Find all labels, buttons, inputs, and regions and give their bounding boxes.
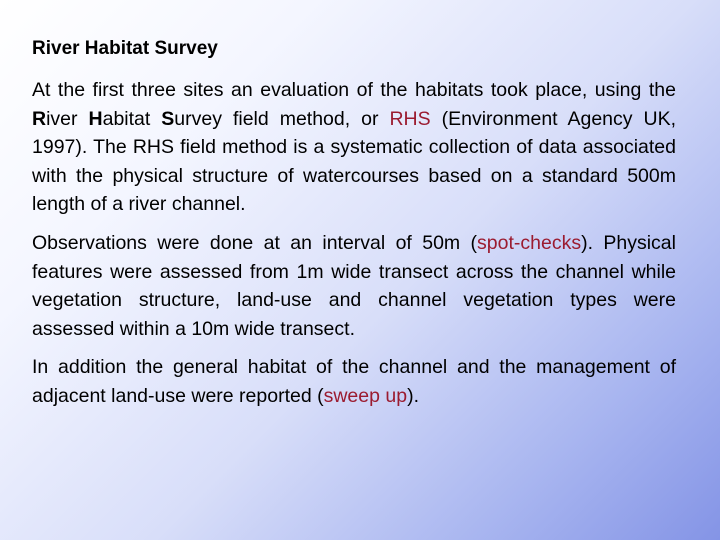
sweep-up-highlight: sweep up	[323, 384, 408, 407]
paragraph-observations	[32, 229, 676, 343]
p1-bold-r: R	[32, 107, 47, 130]
p3-text-1: In addition the general habitat of the channel and the management of adjacent land-use were reported (	[32, 356, 676, 407]
p1-text-5: (Environment Agency UK, 1997). The RHS field method is a systematic collection of data associated with the physical structure of watercourses based on a standard 500m length of a river channel.	[32, 107, 677, 216]
p2-text-1: Observations were done at an interval of 50m (	[32, 231, 478, 254]
p1-text-2: iver	[46, 107, 89, 130]
p1-text-1: At the first three sites an evaluation of the habitats took place, using the	[32, 79, 676, 101]
slide-content	[32, 36, 676, 421]
p1-text-4: urvey field method, or	[174, 107, 390, 130]
p1-bold-s: S	[161, 107, 175, 130]
rhs-highlight: RHS	[389, 107, 431, 130]
p1-text-3: abitat	[102, 107, 162, 130]
paragraph-rhs-method	[32, 76, 676, 219]
paragraph-general-habitat	[32, 353, 676, 410]
slide-title: River Habitat Survey	[32, 38, 218, 59]
p3-text-2: ).	[407, 384, 419, 407]
p2-text-2: ). Physical features were assessed from 1m wide transect across the channel while vegetation structure, land-use and channel vegetation types were assessed within a 10m wide transect.	[32, 231, 676, 340]
p1-bold-h: H	[88, 107, 103, 130]
spot-checks-highlight: spot-checks	[477, 231, 582, 254]
